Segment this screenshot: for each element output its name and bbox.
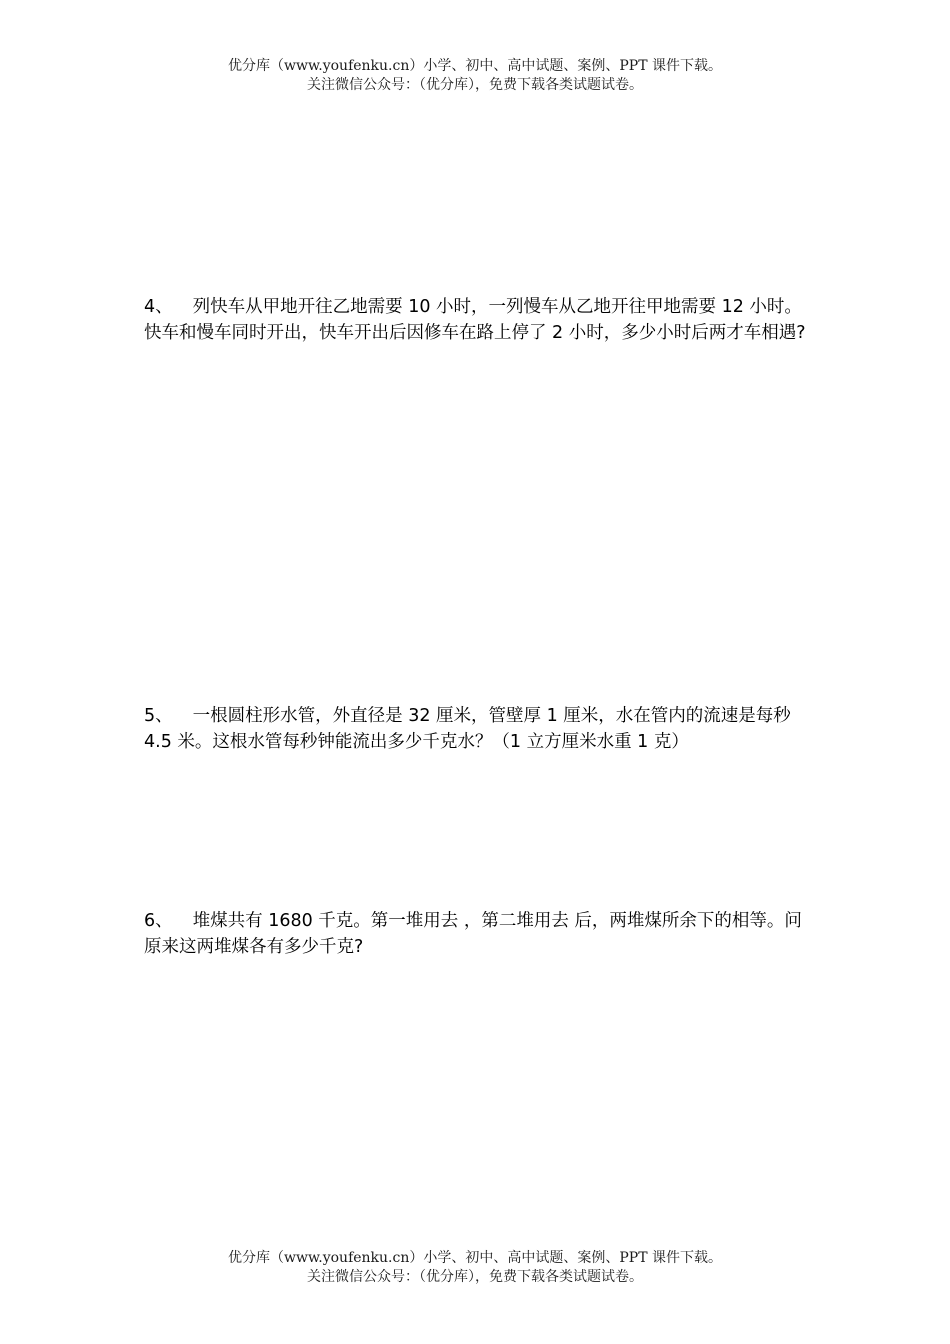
question-number: 4、 — [144, 297, 173, 317]
footer-line-2: 关注微信公众号：（优分库），免费下载各类试题试卷。 — [307, 1269, 643, 1285]
question-text: 一根圆柱形水管，外直径是 32 厘米，管壁厚 1 厘米，水在管内的流速是每秒 4.5 米。这根水管每秒钟能流出多少千克水？（1 立方厘米水重 1 克） — [144, 706, 791, 752]
header-line-2: 关注微信公众号：（优分库），免费下载各类试题试卷。 — [307, 77, 643, 93]
page-header — [0, 57, 950, 95]
question-text: 堆煤共有 1680 千克。第一堆用去 ，第二堆用去 后，两堆煤所余下的相等。问原来这两堆煤各有多少千克? — [144, 911, 802, 957]
question-number: 6、 — [144, 911, 173, 931]
page-footer — [0, 1249, 950, 1287]
header-line-1: 优分库（www.youfenku.cn）小学、初中、高中试题、案例、PPT 课件下载。 — [227, 58, 722, 74]
question-4 — [144, 294, 812, 346]
footer-line-1: 优分库（www.youfenku.cn）小学、初中、高中试题、案例、PPT 课件下载。 — [227, 1250, 722, 1266]
question-5 — [144, 703, 812, 755]
question-number: 5、 — [144, 706, 173, 726]
question-text: 列快车从甲地开往乙地需要 10 小时，一列慢车从乙地开往甲地需要 12 小时。快车和慢车同时开出，快车开出后因修车在路上停了 2 小时，多少小时后两才车相遇? — [144, 297, 806, 343]
question-6 — [144, 908, 812, 960]
